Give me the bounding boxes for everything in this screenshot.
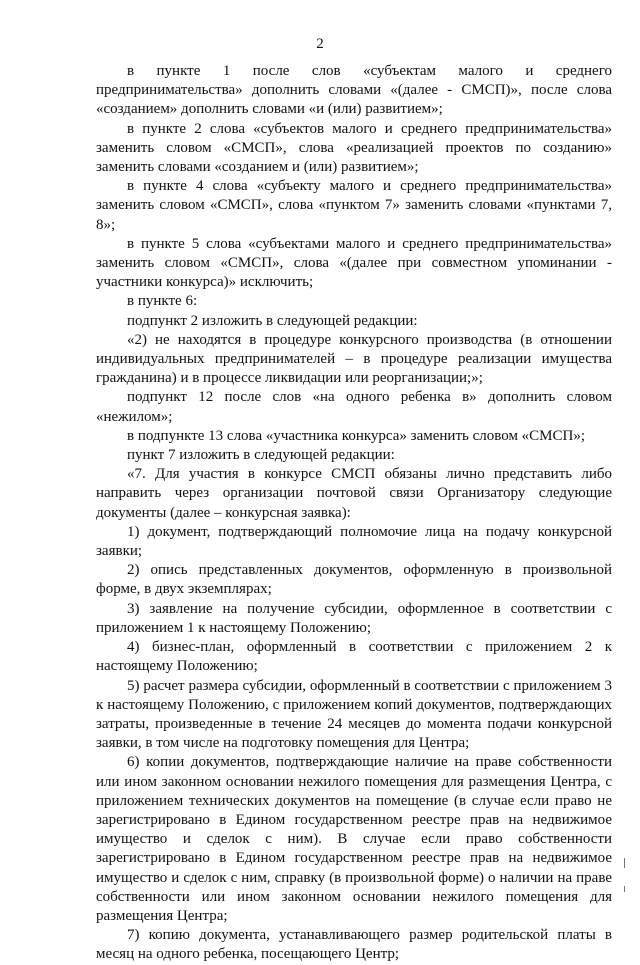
- scan-mark: [624, 886, 625, 892]
- paragraph-subitem-2-text: «2) не находятся в процедуре конкурсного производства (в отношении индивидуальных предпринимателей – в процедуре реализации имущества гражданина) и в процессе ликвидации или реорганизации;»;: [96, 331, 612, 387]
- paragraph-item-7-heading: пункт 7 изложить в следующей редакции:: [127, 447, 395, 464]
- page-number: 2: [316, 36, 324, 52]
- paragraph-item-4: в пункте 4 слова «субъекту малого и среднего предпринимательства» заменить словом «СМСП», слова «пунктом 7» заменить словами «пунктами 7, 8»;: [96, 178, 612, 233]
- list-item-7: 7) копию документа, устанавливающего размер родительской платы в месяц на одного ребенка, посещающего Центр;: [96, 927, 612, 963]
- scan-mark: [624, 858, 625, 868]
- paragraph-item-2: в пункте 2 слова «субъектов малого и среднего предпринимательства» заменить словом «СМСП», слова «реализацией проектов по созданию» заменить словами «созданием и (или) развитием»;: [96, 120, 612, 176]
- list-item-1: 1) документ, подтверждающий полномочие лица на подачу конкурсной заявки;: [96, 523, 612, 560]
- list-item-2: 2) опись представленных документов, оформленную в произвольной форме, в двух экземплярах;: [96, 562, 612, 598]
- paragraph-item-5: в пункте 5 слова «субъектами малого и среднего предпринимательства» заменить словом «СМСП», слова «(далее при совместном упоминании - участники конкурса)» исключить;: [96, 235, 612, 291]
- list-item-4: 4) бизнес-план, оформленный в соответствии с приложением 2 к настоящему Положению;: [96, 639, 612, 675]
- paragraph-item-6-heading: в пункте 6:: [127, 293, 198, 310]
- list-item-6: 6) копии документов, подтверждающие наличие на праве собственности или ином законном основании нежилого помещения для размещения Центра, с приложением технических документов на помещение (в случае если право не зарегистрировано в Едином государственном реестре прав на недвижимое имущество и сделок с ним). В случае если право собственности зарегистрировано в Едином государственном реестре прав на недвижимое имущество и сделок с ним, справку (в произвольной форме) о наличии на праве собственности или ином законном основании нежилого помещения для размещения Центра;: [96, 754, 612, 924]
- paragraph-subitem-12: подпункт 12 после слов «на одного ребенка в» дополнить словом «нежилом»;: [96, 389, 612, 425]
- document-body: [96, 62, 612, 965]
- paragraph-subitem-13: в подпункте 13 слова «участника конкурса» заменить словом «СМСП»;: [127, 427, 586, 444]
- paragraph-item-7-text: «7. Для участия в конкурсе СМСП обязаны лично представить либо направить через организации почтовой связи Организатору следующие документы (далее – конкурсная заявка):: [96, 466, 612, 521]
- paragraph-subitem-2-heading: подпункт 2 изложить в следующей редакции:: [127, 312, 418, 329]
- list-item-5: 5) расчет размера субсидии, оформленный в соответствии с приложением 3 к настоящему Положению, с приложением копий документов, подтверждающих затраты, произведенные в течение 24 месяцев до момента подачи конкурсной заявки, в том числе на подготовку помещения для Центра;: [96, 677, 612, 752]
- paragraph-item-1: в пункте 1 после слов «субъектам малого и среднего предпринимательства» дополнить словами «(далее - СМСП)», после слова «созданием» дополнить словами «и (или) развитием»;: [96, 63, 612, 118]
- list-item-3: 3) заявление на получение субсидии, оформленное в соответствии с приложением 1 к настоящему Положению;: [96, 600, 612, 636]
